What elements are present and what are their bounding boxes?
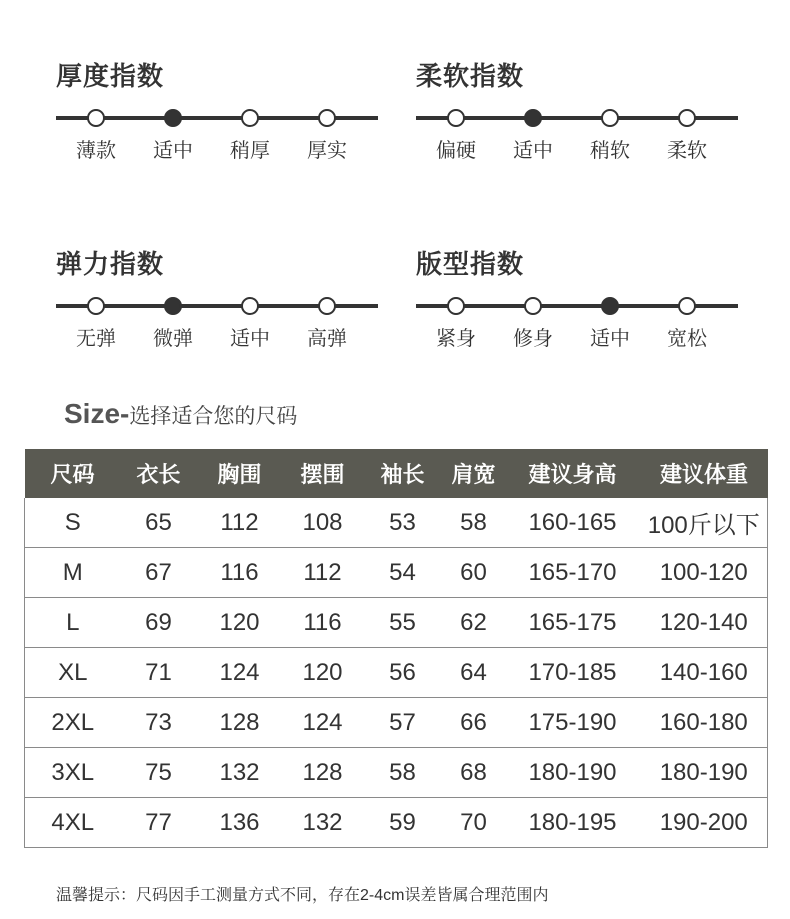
index-label: 厚实: [307, 140, 347, 162]
index-label: 高弹: [307, 328, 347, 350]
index-dot-selected: [524, 109, 542, 127]
size-heading: [64, 398, 297, 430]
size-table: [24, 449, 768, 848]
table-cell: 69: [121, 598, 197, 648]
table-row: [25, 798, 768, 848]
index-dot-selected: [164, 109, 182, 127]
table-cell: 112: [197, 498, 283, 548]
table-cell: 180-190: [641, 748, 768, 798]
index-label: 适中: [513, 140, 553, 162]
size-table-header-cell: 建议身高: [505, 449, 641, 498]
table-cell: 58: [443, 498, 505, 548]
size-table-header-cell: 袖长: [363, 449, 443, 498]
table-row: [25, 698, 768, 748]
table-cell: 70: [443, 798, 505, 848]
index-label: 无弹: [76, 328, 116, 350]
index-title: 弹力指数: [56, 249, 165, 279]
table-cell: 75: [121, 748, 197, 798]
index-label: 紧身: [436, 328, 476, 350]
index-label: 宽松: [667, 328, 707, 350]
size-table-header-row: [25, 449, 768, 498]
measurement-note: 温馨提示：尺码因手工测量方式不同，存在2-4cm误差皆属合理范围内: [56, 887, 549, 904]
table-cell: 71: [121, 648, 197, 698]
table-cell: 77: [121, 798, 197, 848]
index-dot: [678, 109, 696, 127]
table-cell: 132: [197, 748, 283, 798]
table-cell: 190-200: [641, 798, 768, 848]
table-cell: 3XL: [25, 748, 121, 798]
index-dot-selected: [601, 297, 619, 315]
table-cell: 73: [121, 698, 197, 748]
table-cell: 64: [443, 648, 505, 698]
table-cell: 2XL: [25, 698, 121, 748]
index-label: 偏硬: [436, 140, 476, 162]
size-table-header-cell: 建议体重: [641, 449, 768, 498]
table-cell: 128: [283, 748, 363, 798]
table-cell: 54: [363, 548, 443, 598]
table-cell: 60: [443, 548, 505, 598]
size-heading-word: Size-: [64, 398, 130, 429]
table-cell: 112: [283, 548, 363, 598]
index-label: 柔软: [667, 140, 707, 162]
table-cell: 100-120: [641, 548, 768, 598]
table-cell: 58: [363, 748, 443, 798]
table-cell: XL: [25, 648, 121, 698]
index-label: 稍厚: [230, 140, 270, 162]
table-cell: 120-140: [641, 598, 768, 648]
index-title: 厚度指数: [56, 61, 165, 91]
index-dot: [318, 297, 336, 315]
size-table-header-cell: 肩宽: [443, 449, 505, 498]
table-cell: 128: [197, 698, 283, 748]
table-cell: 136: [197, 798, 283, 848]
index-dot: [87, 297, 105, 315]
size-table-body: [25, 498, 768, 848]
table-cell: 53: [363, 498, 443, 548]
index-label: 适中: [153, 140, 193, 162]
table-cell: 108: [283, 498, 363, 548]
table-cell: 120: [197, 598, 283, 648]
index-dot: [87, 109, 105, 127]
index-dot: [678, 297, 696, 315]
table-row: [25, 548, 768, 598]
table-row: [25, 498, 768, 548]
table-row: [25, 598, 768, 648]
table-cell: 66: [443, 698, 505, 748]
table-cell: 180-195: [505, 798, 641, 848]
index-label: 稍软: [590, 140, 630, 162]
table-cell: 170-185: [505, 648, 641, 698]
table-cell: M: [25, 548, 121, 598]
table-cell: 100斤以下: [641, 498, 768, 548]
table-cell: 140-160: [641, 648, 768, 698]
table-cell: 160-165: [505, 498, 641, 548]
table-cell: 4XL: [25, 798, 121, 848]
table-cell: 56: [363, 648, 443, 698]
size-heading-subtitle: 选择适合您的尺码: [129, 405, 298, 428]
table-cell: 132: [283, 798, 363, 848]
table-cell: 180-190: [505, 748, 641, 798]
table-cell: 116: [197, 548, 283, 598]
table-row: [25, 648, 768, 698]
size-table-header-cell: 摆围: [283, 449, 363, 498]
index-label: 薄款: [76, 140, 116, 162]
size-table-header-cell: 衣长: [121, 449, 197, 498]
size-table-header-cell: 尺码: [25, 449, 121, 498]
index-dot: [447, 297, 465, 315]
table-cell: 67: [121, 548, 197, 598]
table-cell: 165-170: [505, 548, 641, 598]
index-title: 版型指数: [416, 249, 525, 279]
table-cell: 124: [197, 648, 283, 698]
table-cell: 124: [283, 698, 363, 748]
index-dot: [601, 109, 619, 127]
table-cell: L: [25, 598, 121, 648]
index-dot: [241, 109, 259, 127]
table-cell: 55: [363, 598, 443, 648]
table-cell: 165-175: [505, 598, 641, 648]
size-table-header-cell: 胸围: [197, 449, 283, 498]
index-dot: [524, 297, 542, 315]
table-cell: S: [25, 498, 121, 548]
table-cell: 57: [363, 698, 443, 748]
table-row: [25, 748, 768, 798]
index-label: 微弹: [153, 328, 193, 350]
index-dot-selected: [164, 297, 182, 315]
table-cell: 175-190: [505, 698, 641, 748]
index-label: 适中: [590, 328, 630, 350]
table-cell: 59: [363, 798, 443, 848]
index-dot: [318, 109, 336, 127]
index-dot: [241, 297, 259, 315]
table-cell: 68: [443, 748, 505, 798]
table-cell: 160-180: [641, 698, 768, 748]
table-cell: 65: [121, 498, 197, 548]
table-cell: 116: [283, 598, 363, 648]
index-label: 修身: [513, 328, 553, 350]
table-cell: 120: [283, 648, 363, 698]
table-cell: 62: [443, 598, 505, 648]
index-dot: [447, 109, 465, 127]
index-title: 柔软指数: [416, 61, 525, 91]
index-label: 适中: [230, 328, 270, 350]
